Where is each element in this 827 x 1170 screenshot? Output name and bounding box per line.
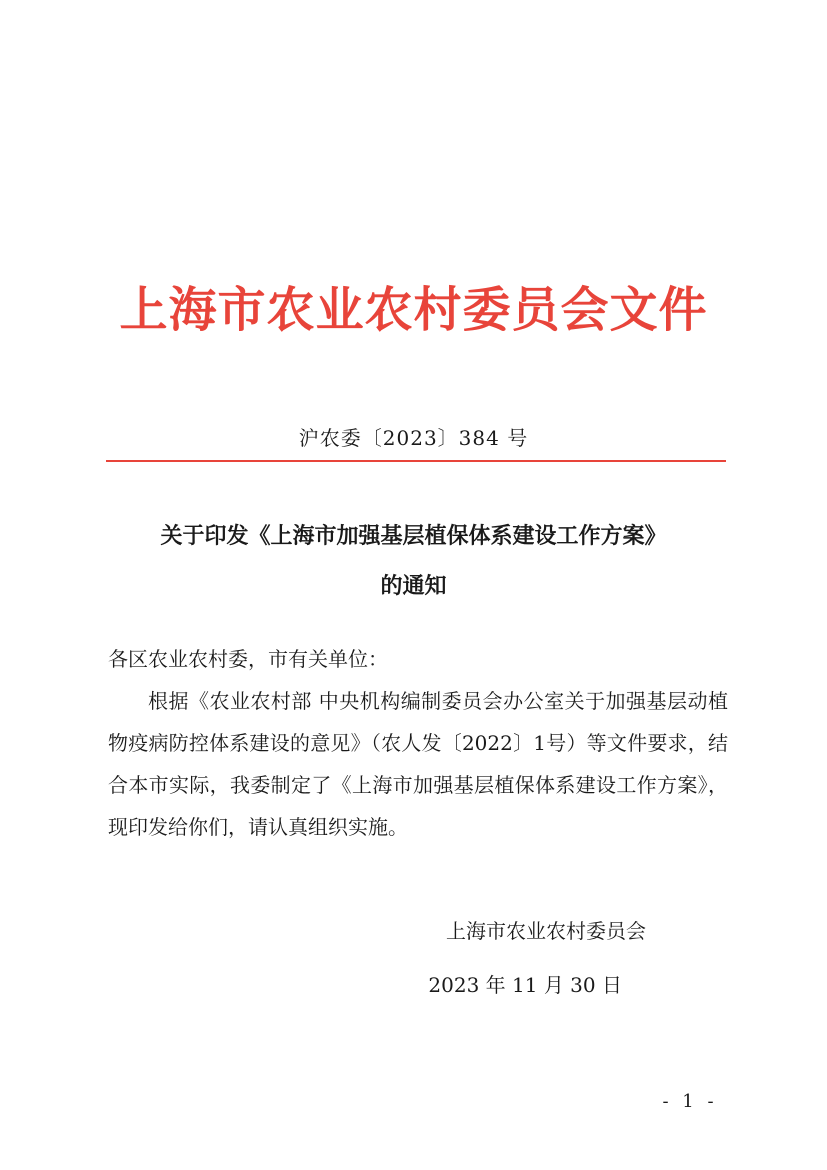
signing-organization: 上海市农业农村委员会 <box>446 919 646 943</box>
body-paragraph: 根据《农业农村部 中央机构编制委员会办公室关于加强基层动植物疫病防控体系建设的意见》（农人发〔2022〕1号）等文件要求，结合本市实际，我委制定了《上海市加强基层植保体系建设工作方案》，现印发给你们，请认真组织实施。 <box>108 689 728 839</box>
addressee-line: 各区农业农村委，市有关单位： <box>108 647 388 671</box>
notice-body <box>108 638 728 848</box>
red-divider-rule <box>106 460 726 462</box>
notice-title-line-2: 的通知 <box>380 573 447 599</box>
signing-date: 2023 年 11 月 30 日 <box>428 973 622 997</box>
page-number: - 1 - <box>662 1091 718 1112</box>
document-number: 沪农委〔2023〕384 号 <box>298 426 529 450</box>
signature-block <box>380 910 690 1006</box>
notice-title-line-1: 关于印发《上海市加强基层植保体系建设工作方案》 <box>160 523 667 549</box>
document-header-title: 上海市农业农村委员会文件 <box>119 282 708 338</box>
notice-title <box>90 511 737 611</box>
